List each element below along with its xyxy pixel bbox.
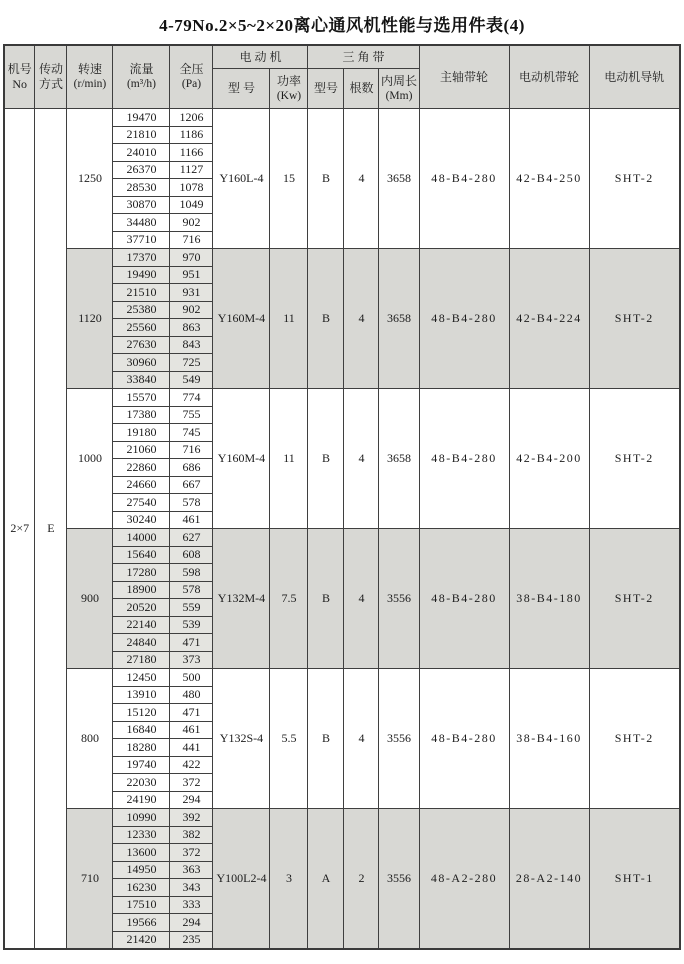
- motor-rail-cell: SHT-1: [589, 809, 680, 950]
- flow-cell: 16840: [113, 721, 170, 739]
- motor-rail-cell: SHT-2: [589, 669, 680, 809]
- pressure-cell: 333: [170, 896, 213, 914]
- table-row: [4, 389, 680, 407]
- flow-cell: 20520: [113, 599, 170, 617]
- header-belt-length: 内周长 (Mm): [379, 69, 419, 109]
- table-header: [4, 45, 680, 109]
- belt-length-cell: 3658: [379, 249, 419, 389]
- pressure-cell: 578: [170, 494, 213, 512]
- main-pulley-cell: 48-B4-280: [419, 109, 509, 249]
- motor-rail-cell: SHT-2: [589, 109, 680, 249]
- motor-rail-cell: SHT-2: [589, 529, 680, 669]
- flow-cell: 27180: [113, 651, 170, 669]
- power-cell: 5.5: [270, 669, 308, 809]
- motor-model-cell: Y100L2-4: [213, 809, 270, 950]
- header-belt-group: 三 角 带: [308, 45, 419, 69]
- flow-cell: 22860: [113, 459, 170, 477]
- pressure-cell: 608: [170, 546, 213, 564]
- motor-model-cell: Y132S-4: [213, 669, 270, 809]
- flow-cell: 17280: [113, 564, 170, 582]
- flow-cell: 24190: [113, 791, 170, 809]
- flow-cell: 15570: [113, 389, 170, 407]
- table-row: [4, 669, 680, 687]
- flow-cell: 15120: [113, 704, 170, 722]
- flow-cell: 34480: [113, 214, 170, 232]
- header-belt-type: 型号: [308, 69, 344, 109]
- pressure-cell: 471: [170, 634, 213, 652]
- flow-cell: 17380: [113, 406, 170, 424]
- pressure-cell: 1186: [170, 126, 213, 144]
- motor-pulley-cell: 42-B4-224: [509, 249, 589, 389]
- belt-type-cell: B: [308, 389, 344, 529]
- belt-type-cell: B: [308, 249, 344, 389]
- belt-count-cell: 2: [344, 809, 379, 950]
- pressure-cell: 745: [170, 424, 213, 442]
- pressure-cell: 392: [170, 809, 213, 827]
- belt-count-cell: 4: [344, 669, 379, 809]
- pressure-cell: 627: [170, 529, 213, 547]
- flow-cell: 14000: [113, 529, 170, 547]
- motor-rail-cell: SHT-2: [589, 389, 680, 529]
- table-row: [4, 249, 680, 267]
- pressure-cell: 774: [170, 389, 213, 407]
- flow-cell: 37710: [113, 231, 170, 249]
- flow-cell: 21060: [113, 441, 170, 459]
- belt-type-cell: B: [308, 669, 344, 809]
- belt-count-cell: 4: [344, 109, 379, 249]
- pressure-cell: 372: [170, 774, 213, 792]
- pressure-cell: 755: [170, 406, 213, 424]
- pressure-cell: 902: [170, 301, 213, 319]
- flow-cell: 24010: [113, 144, 170, 162]
- belt-type-cell: B: [308, 529, 344, 669]
- pressure-cell: 559: [170, 599, 213, 617]
- table-row: [4, 529, 680, 547]
- flow-cell: 33840: [113, 371, 170, 389]
- pressure-cell: 441: [170, 739, 213, 757]
- pressure-cell: 863: [170, 319, 213, 337]
- flow-cell: 21810: [113, 126, 170, 144]
- pressure-cell: 294: [170, 791, 213, 809]
- main-pulley-cell: 48-B4-280: [419, 669, 509, 809]
- flow-cell: 17510: [113, 896, 170, 914]
- motor-pulley-cell: 38-B4-160: [509, 669, 589, 809]
- pressure-cell: 294: [170, 914, 213, 932]
- main-pulley-cell: 48-A2-280: [419, 809, 509, 950]
- flow-cell: 17370: [113, 249, 170, 267]
- motor-pulley-cell: 42-B4-200: [509, 389, 589, 529]
- flow-cell: 27630: [113, 336, 170, 354]
- pressure-cell: 725: [170, 354, 213, 372]
- pressure-cell: 382: [170, 826, 213, 844]
- pressure-cell: 578: [170, 581, 213, 599]
- pressure-cell: 549: [170, 371, 213, 389]
- belt-length-cell: 3658: [379, 109, 419, 249]
- flow-cell: 21420: [113, 931, 170, 949]
- flow-cell: 18280: [113, 739, 170, 757]
- page-title: 4-79No.2×5~2×20离心通风机性能与选用件表(4): [159, 16, 525, 35]
- flow-cell: 16230: [113, 879, 170, 897]
- belt-type-cell: A: [308, 809, 344, 950]
- belt-length-cell: 3556: [379, 529, 419, 669]
- header-motor-rail: 电动机导轨: [589, 45, 680, 109]
- main-pulley-cell: 48-B4-280: [419, 389, 509, 529]
- flow-cell: 24660: [113, 476, 170, 494]
- pressure-cell: 500: [170, 669, 213, 687]
- header-drive-mode: 传动 方式: [35, 45, 67, 109]
- main-pulley-cell: 48-B4-280: [419, 249, 509, 389]
- pressure-cell: 461: [170, 721, 213, 739]
- flow-cell: 27540: [113, 494, 170, 512]
- pressure-cell: 716: [170, 441, 213, 459]
- flow-cell: 12450: [113, 669, 170, 687]
- pressure-cell: 422: [170, 756, 213, 774]
- pressure-cell: 970: [170, 249, 213, 267]
- flow-cell: 30960: [113, 354, 170, 372]
- pressure-cell: 363: [170, 861, 213, 879]
- header-power: 功率 (Kw): [270, 69, 308, 109]
- flow-cell: 13600: [113, 844, 170, 862]
- pressure-cell: 1078: [170, 179, 213, 197]
- flow-cell: 24840: [113, 634, 170, 652]
- header-pressure: 全压 (Pa): [170, 45, 213, 109]
- flow-cell: 19490: [113, 266, 170, 284]
- belt-type-cell: B: [308, 109, 344, 249]
- header-motor-pulley: 电动机带轮: [509, 45, 589, 109]
- flow-cell: 19740: [113, 756, 170, 774]
- header-motor-group: 电 动 机: [213, 45, 308, 69]
- pressure-cell: 1049: [170, 196, 213, 214]
- speed-cell: 900: [67, 529, 113, 669]
- header-belt-count: 根数: [344, 69, 379, 109]
- pressure-cell: 667: [170, 476, 213, 494]
- header-speed: 转速 (r/min): [67, 45, 113, 109]
- flow-cell: 13910: [113, 686, 170, 704]
- flow-cell: 22030: [113, 774, 170, 792]
- speed-cell: 1250: [67, 109, 113, 249]
- pressure-cell: 480: [170, 686, 213, 704]
- flow-cell: 19566: [113, 914, 170, 932]
- pressure-cell: 471: [170, 704, 213, 722]
- pressure-cell: 1127: [170, 161, 213, 179]
- flow-cell: 10990: [113, 809, 170, 827]
- flow-cell: 30870: [113, 196, 170, 214]
- pressure-cell: 461: [170, 511, 213, 529]
- machine-no-cell: 2×7: [4, 109, 35, 950]
- pressure-cell: 686: [170, 459, 213, 477]
- pressure-cell: 343: [170, 879, 213, 897]
- table-row: [4, 809, 680, 827]
- motor-pulley-cell: 28-A2-140: [509, 809, 589, 950]
- flow-cell: 28530: [113, 179, 170, 197]
- belt-count-cell: 4: [344, 529, 379, 669]
- power-cell: 3: [270, 809, 308, 950]
- power-cell: 11: [270, 389, 308, 529]
- motor-model-cell: Y160L-4: [213, 109, 270, 249]
- flow-cell: 18900: [113, 581, 170, 599]
- pressure-cell: 539: [170, 616, 213, 634]
- belt-length-cell: 3556: [379, 669, 419, 809]
- pressure-cell: 1206: [170, 109, 213, 127]
- power-cell: 7.5: [270, 529, 308, 669]
- motor-rail-cell: SHT-2: [589, 249, 680, 389]
- flow-cell: 26370: [113, 161, 170, 179]
- speed-cell: 710: [67, 809, 113, 950]
- belt-length-cell: 3556: [379, 809, 419, 950]
- motor-pulley-cell: 42-B4-250: [509, 109, 589, 249]
- flow-cell: 19470: [113, 109, 170, 127]
- motor-model-cell: Y160M-4: [213, 249, 270, 389]
- speed-cell: 1000: [67, 389, 113, 529]
- power-cell: 11: [270, 249, 308, 389]
- flow-cell: 22140: [113, 616, 170, 634]
- header-flow: 流量 (m³/h): [113, 45, 170, 109]
- speed-cell: 800: [67, 669, 113, 809]
- pressure-cell: 716: [170, 231, 213, 249]
- flow-cell: 19180: [113, 424, 170, 442]
- motor-model-cell: Y132M-4: [213, 529, 270, 669]
- flow-cell: 15640: [113, 546, 170, 564]
- fan-spec-table: [3, 44, 681, 950]
- flow-cell: 12330: [113, 826, 170, 844]
- pressure-cell: 598: [170, 564, 213, 582]
- pressure-cell: 235: [170, 931, 213, 949]
- belt-count-cell: 4: [344, 249, 379, 389]
- power-cell: 15: [270, 109, 308, 249]
- motor-pulley-cell: 38-B4-180: [509, 529, 589, 669]
- pressure-cell: 843: [170, 336, 213, 354]
- drive-mode-cell: E: [35, 109, 67, 950]
- table-body: [4, 109, 680, 950]
- motor-model-cell: Y160M-4: [213, 389, 270, 529]
- flow-cell: 21510: [113, 284, 170, 302]
- header-motor-model: 型 号: [213, 69, 270, 109]
- header-machine-no: 机号 No: [4, 45, 35, 109]
- belt-count-cell: 4: [344, 389, 379, 529]
- pressure-cell: 902: [170, 214, 213, 232]
- pressure-cell: 372: [170, 844, 213, 862]
- header-main-pulley: 主轴带轮: [419, 45, 509, 109]
- flow-cell: 30240: [113, 511, 170, 529]
- pressure-cell: 931: [170, 284, 213, 302]
- pressure-cell: 951: [170, 266, 213, 284]
- pressure-cell: 373: [170, 651, 213, 669]
- flow-cell: 14950: [113, 861, 170, 879]
- belt-length-cell: 3658: [379, 389, 419, 529]
- pressure-cell: 1166: [170, 144, 213, 162]
- flow-cell: 25380: [113, 301, 170, 319]
- main-pulley-cell: 48-B4-280: [419, 529, 509, 669]
- flow-cell: 25560: [113, 319, 170, 337]
- table-row: [4, 109, 680, 127]
- speed-cell: 1120: [67, 249, 113, 389]
